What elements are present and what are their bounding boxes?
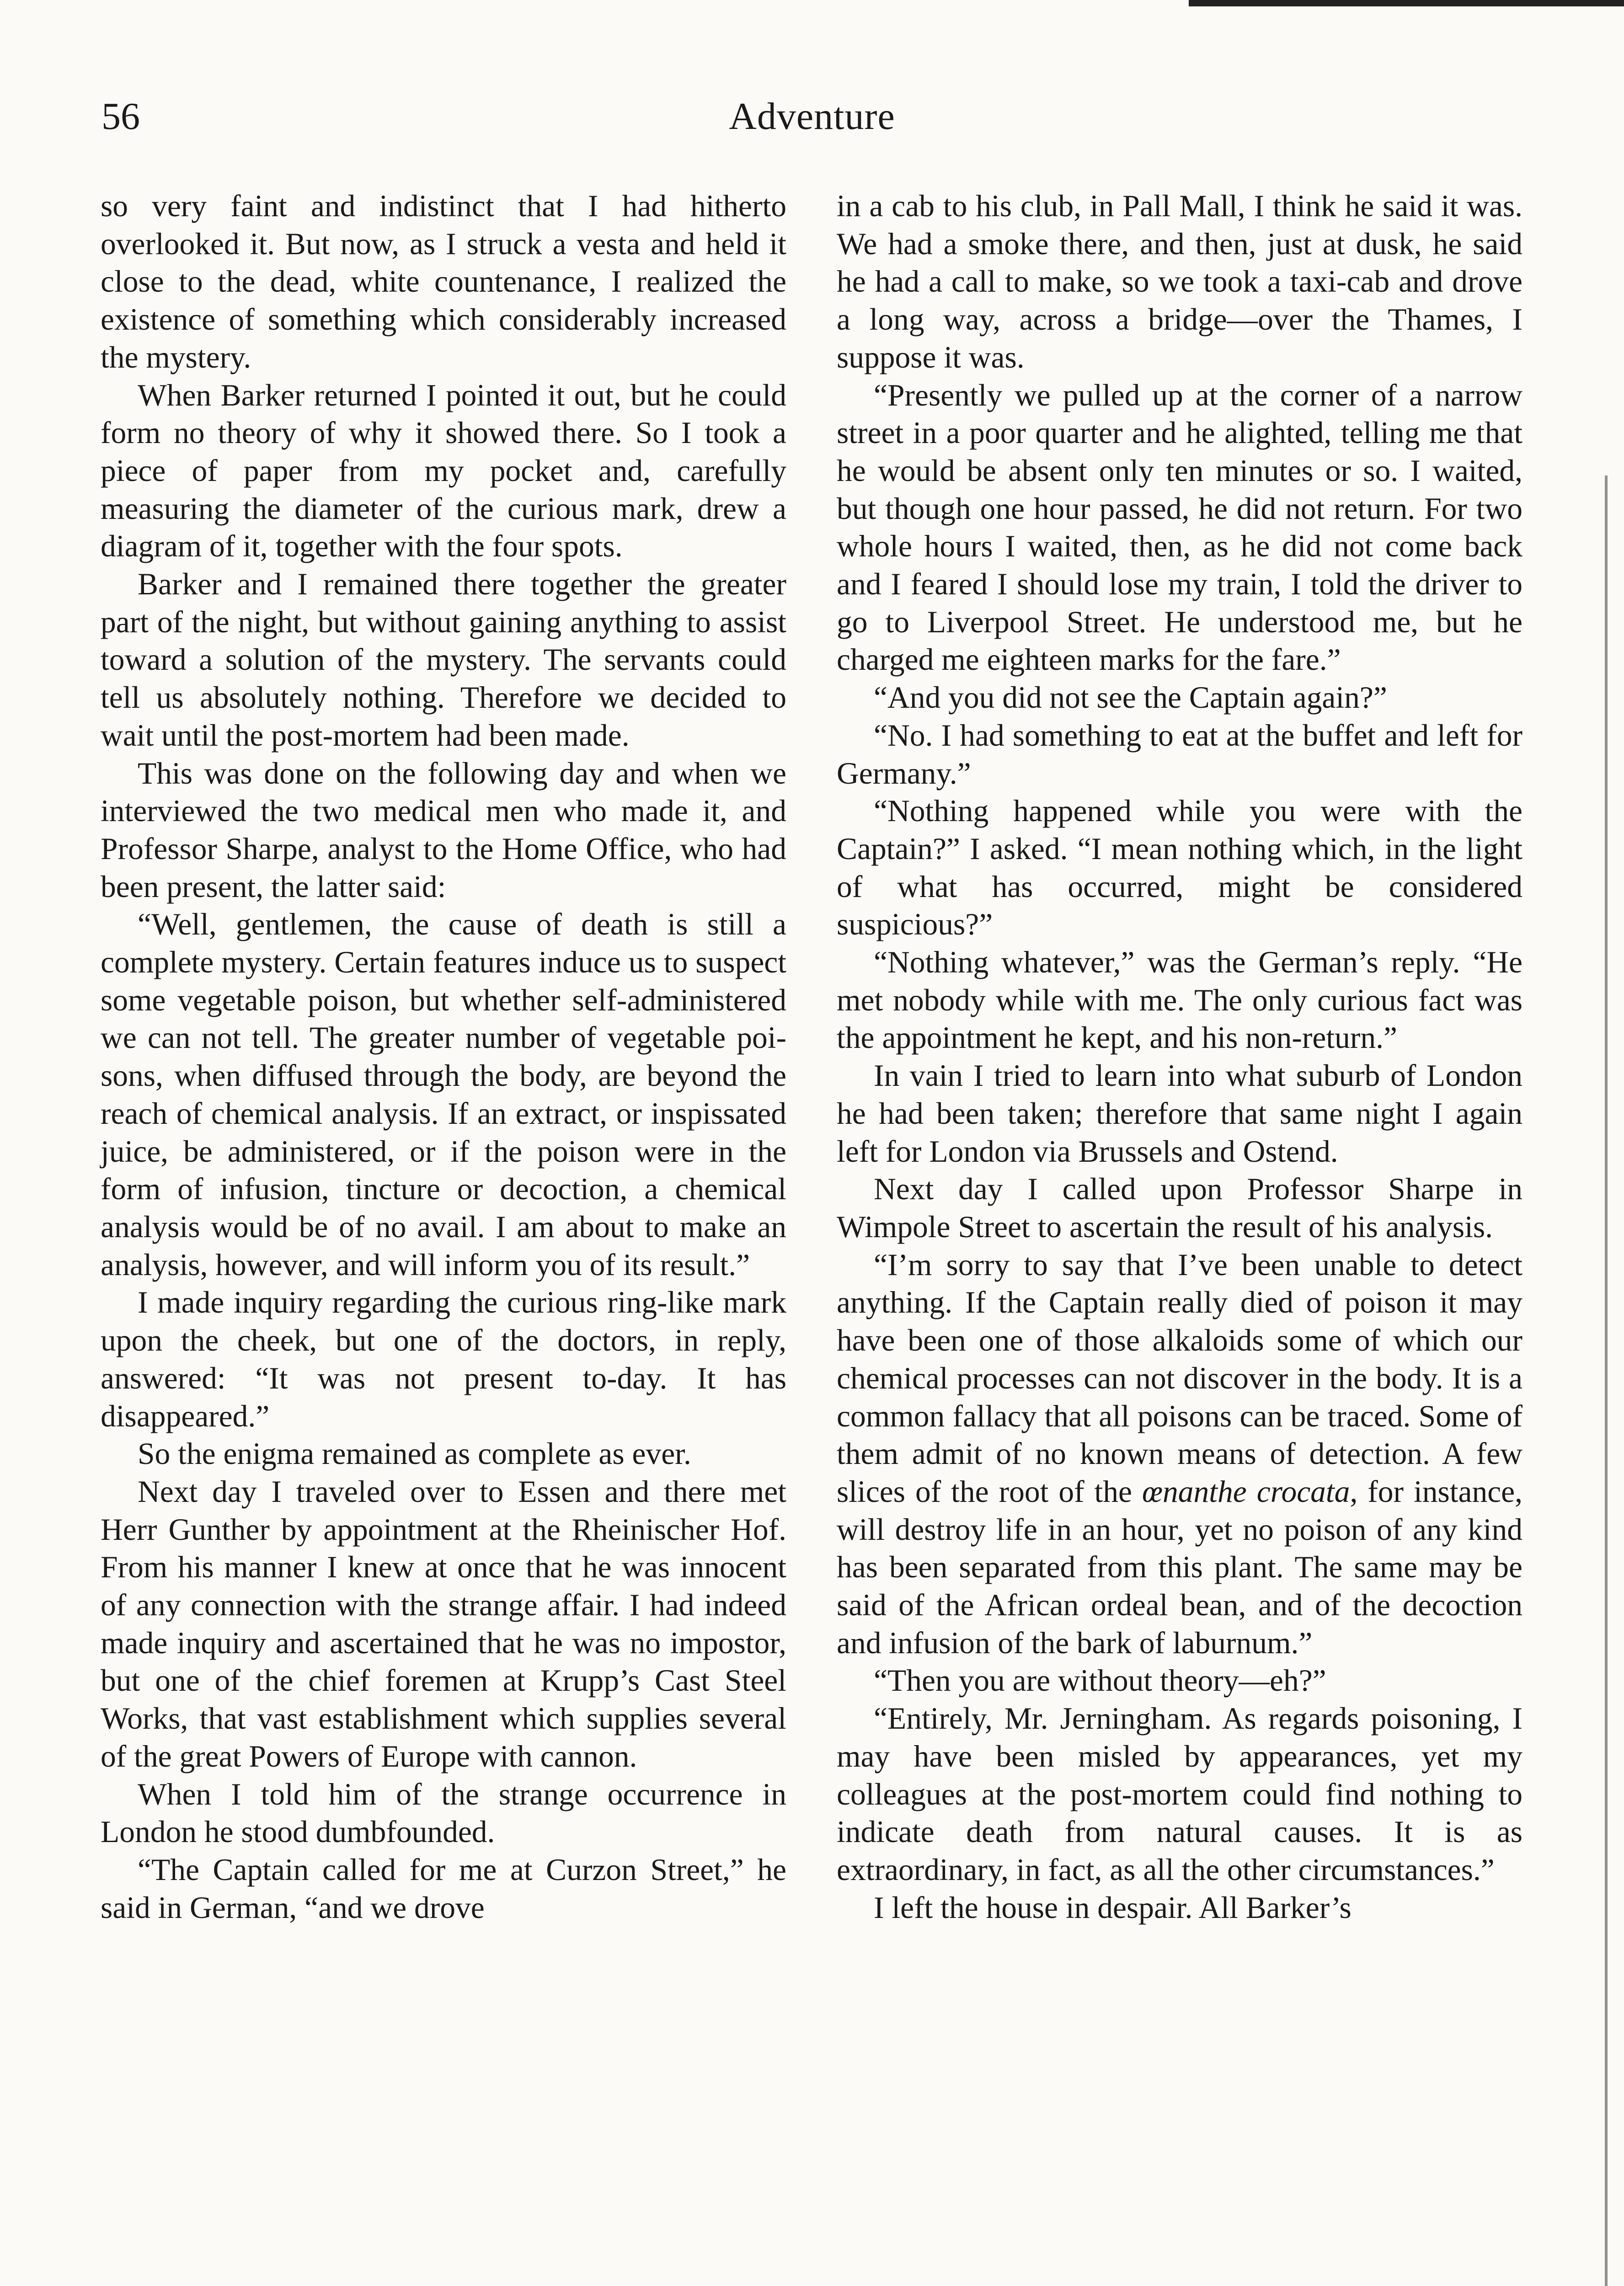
paragraph: Next day I traveled over to Essen and there met Herr Gunther by appointment at the Rheinischer Hof. From his manner I knew at once that he was innocent of any connection with the strange affair. I had indeed made inquiry and ascertained that he was no impostor, but one of the chief foremen at Krupp’s Cast Steel Works, that vast establishment which supplies several of the great Powers of Europe with cannon. bbox=[101, 1474, 786, 1773]
paragraph: This was done on the following day and when we interviewed the two medical men who made it, and Professor Sharpe, analyst to the Home Office, who had been present, the latter said: bbox=[101, 756, 786, 904]
paragraph: When Barker returned I pointed it out, but he could form no theory of why it showed there. So I took a piece of paper from my pocket and, carefully measuring the diameter of the curious mark, drew a diagram of it, together with the four spots. bbox=[101, 378, 786, 564]
paragraph: In vain I tried to learn into what suburb of London he had been taken; therefore that same night I again left for London via Brussels and Ostend. bbox=[837, 1058, 1522, 1169]
paragraph: “No. I had something to eat at the buffet and left for Germany.” bbox=[837, 718, 1522, 790]
paragraph: “Nothing whatever,” was the German’s reply. “He met nobody while with me. The only curious fact was the appointment he kept, and his non-return.” bbox=[837, 945, 1522, 1055]
paragraph: So the enigma remained as complete as ever. bbox=[138, 1437, 691, 1471]
paragraph: “Then you are without theory—eh?” bbox=[874, 1663, 1326, 1698]
paragraph bbox=[837, 1246, 1522, 1662]
italic-term: œnanthe crocata bbox=[1142, 1474, 1350, 1509]
paragraph: in a cab to his club, in Pall Mall, I think he said it was. We had a smoke there, and then, just at dusk, he said he had a call to make, so we took a taxi-cab and drove a long way, across a bridge—over the Thames, I suppose it was. bbox=[837, 189, 1522, 374]
paragraph-text: “I’m sorry to say that I’ve been unable to detect anything. If the Captain really died of poison it may have been one of those alkaloids some of which our chemical processes can not discover in the body. It is a common fallacy that all poisons can be traced. Some of them admit of no known means of detection. A few slices of the root of the bbox=[837, 1247, 1522, 1509]
paragraph: Barker and I remained there together the greater part of the night, but without gaining anything to assist toward a solution of the mystery. The servants could tell us absolutely nothing. Therefore we decided to wait until the post-mortem had been made. bbox=[101, 567, 786, 753]
page-number: 56 bbox=[102, 95, 140, 138]
running-title: Adventure bbox=[729, 95, 895, 138]
right-column bbox=[837, 187, 1522, 1927]
paragraph: Next day I called upon Professor Sharpe in Wimpole Street to ascertain the result of his analysis. bbox=[837, 1172, 1522, 1244]
paragraph: “And you did not see the Captain again?” bbox=[874, 680, 1387, 715]
page-edge-shadow bbox=[1605, 475, 1608, 2286]
paragraph: When I told him of the strange occurrence in London he stood dumbfounded. bbox=[101, 1777, 786, 1849]
page-header bbox=[0, 91, 1624, 142]
paragraph: “The Captain called for me at Curzon Street,” he said in German, “and we drove bbox=[101, 1852, 786, 1925]
left-column bbox=[101, 187, 786, 1927]
paragraph: “Well, gentlemen, the cause of death is still a complete mystery. Certain features induce us to suspect some vegetable poison, but whether self-administered we can not tell. The greater number of vegetable poisons, when diffused through the body, are beyond the reach of chemical analysis. If an extract, or inspissated juice, be administered, or if the poison were in the form of infusion, tincture or decoction, a chemical analysis would be of no avail. I am about to make an analysis, however, and will inform you of its result.” bbox=[101, 907, 786, 1282]
paragraph: I made inquiry regarding the curious ring-like mark upon the cheek, but one of the doctors, in reply, answered: “It was not present to-day. It has disappeared.” bbox=[101, 1285, 786, 1433]
paragraph: I left the house in despair. All Barker’s bbox=[874, 1890, 1352, 1925]
paragraph: “Nothing happened while you were with the Captain?” I asked. “I mean nothing which, in the light of what has occurred, might be considered suspicious?” bbox=[837, 794, 1522, 942]
paragraph: “Presently we pulled up at the corner of a narrow street in a poor quarter and he alighted, telling me that he would be absent only ten minutes or so. I waited, but though one hour passed, he did not return. For two whole hours I waited, then, as he did not come back and I feared I should lose my train, I told the driver to go to Liverpool Street. He understood me, but he charged me eighteen marks for the fare.” bbox=[837, 378, 1522, 677]
top-edge-rule bbox=[1189, 0, 1624, 6]
paragraph-text: , for instance, will destroy life in an hour, yet no poison of any kind has been separated from this plant. The same may be said of the African ordeal bean, and of the decoction and infusion of the bark of laburnum.” bbox=[837, 1474, 1523, 1660]
paragraph: “Entirely, Mr. Jerningham. As regards poisoning, I may have been misled by appearances, yet my colleagues at the post-mortem could find nothing to indicate death from natural causes. It is as extraordinary, in fact, as all the other circumstances.” bbox=[837, 1701, 1522, 1887]
paragraph: so very faint and indistinct that I had hitherto overlooked it. But now, as I struck a vesta and held it close to the dead, white countenance, I realized the existence of something which considerably increased the mystery. bbox=[101, 189, 786, 374]
